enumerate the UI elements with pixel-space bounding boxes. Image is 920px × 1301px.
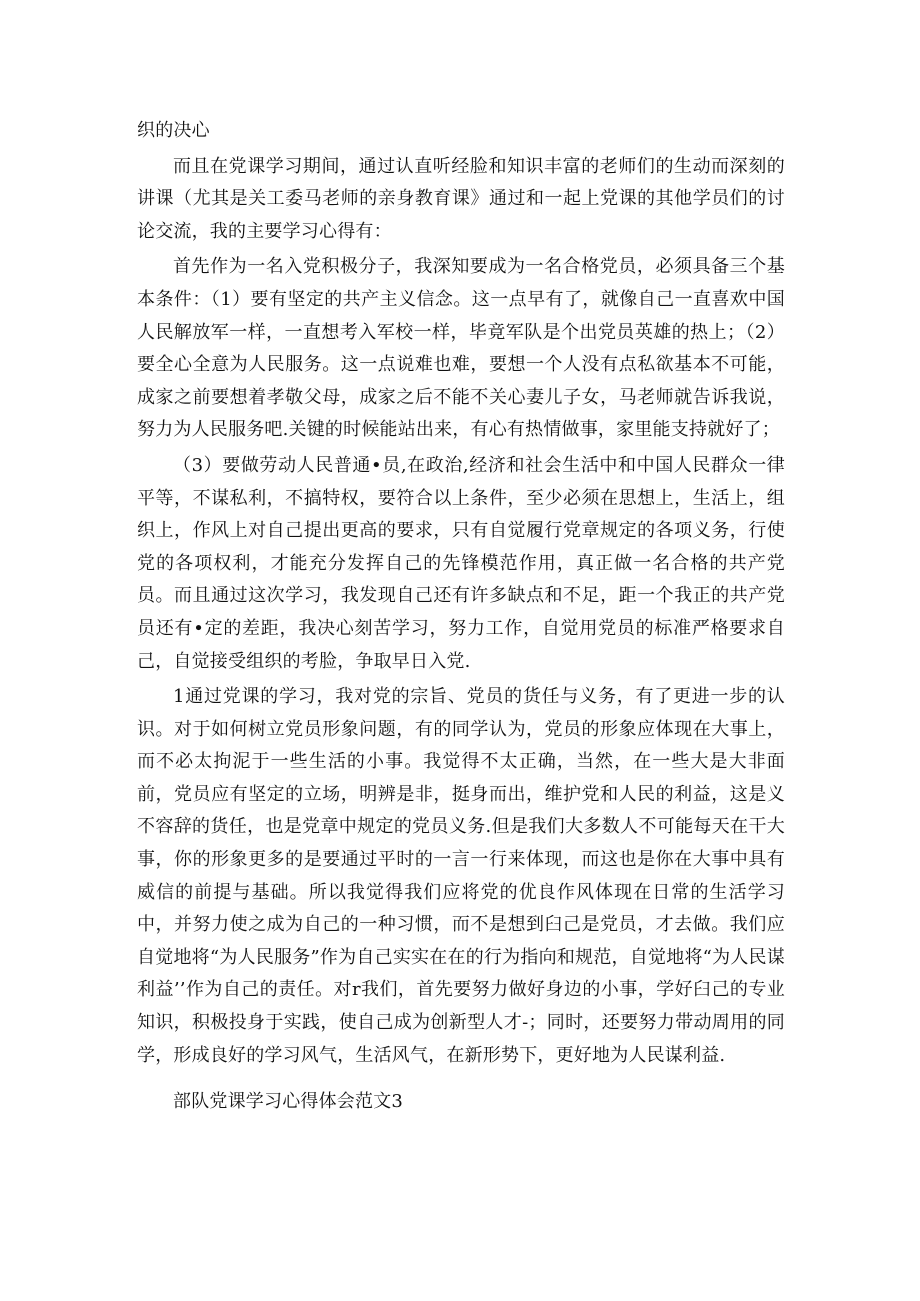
paragraph-study-intro: 而且在党课学习期间，通过认直听经脸和知识丰富的老师们的生动而深刻的讲课（尤其是关工委马老师的亲身教育课》通过和一起上党课的其他学员们的讨论交流，我的主要学习心得有：	[137, 155, 785, 242]
paragraph-continuation: 织的决心	[137, 120, 210, 141]
paragraph-party-conditions: 首先作为一名入党积极分子，我深知要成为一名合格党员，必须具备三个基本条件：（1）要有坚定的共产主义信念。这一点早有了，就像自己一直喜欢中国人民解放军一样，一直想考入军校一样，毕竟军队是个出党员英雄的热上；（2）要全心全意为人民服务。这一点说难也难，要想一个人没有点私欲基本不可能，成家之前要想着孝敬父母，成家之后不能不关心妻儿子女，马老师就告诉我说，努力为人民服务吧.关键的时候能站出来，有心有热情做事，家里能支持就好了；	[137, 256, 785, 441]
paragraph-condition-three: （3）要做劳动人民普通•员,在政治,经济和社会生活中和中国人民群众一律平等，不谋私利，不搞特权，要符合以上条件，至少必须在思想上，生活上，组织上，作风上对自己提出更高的要求，只有自觉履行党章规定的各项义务，行使党的各项权利，才能充分发挥自己的先锋模范作用，真正做一名合格的共产党员。而且通过这次学习，我发现自己还有许多缺点和不足，距一个我正的共产党员还有•定的差距，我决心刻苦学习，努力工作，自觉用党员的标准严格要求自己，自觉接受组织的考脸，争取早日入党.	[137, 454, 785, 672]
section-title: 部队党课学习心得体会范文3	[173, 1091, 404, 1113]
paragraph-party-image: 1通过党课的学习，我对党的宗旨、党员的货任与义务，有了更进一步的认识。对于如何树立党员形象问题，有的同学认为，党员的形象应体现在大事上，而不必太拘泥于一些生活的小事。我觉得不太正确，当然，在一些大是大非面前，党员应有坚定的立场，明辨是非，挺身而出，维护党和人民的利益，这是义不容辞的货任，也是党章中规定的党员义务.但是我们大多数人不可能每天在干大事，你的形象更多的是要通过平时的一言一行来体现，而这也是你在大事中具有威信的前提与基础。所以我觉得我们应将党的优良作风体现在日常的生活学习中，并努力使之成为自己的一种习惯，而不是想到臼己是党员，才去做。我们应自觉地将“为人民服务”作为自己实实在在的行为指向和规范，自觉地将“为人民谋利益’’作为自己的责任。对r我们，首先要努力做好身边的小事，学好臼己的专业知识，积极投身于实践，使自己成为创新型人才-；同时，还要努力带动周用的同学，形成良好的学习风气，生活风气，在新形势下，更好地为人民谋利益.	[137, 686, 785, 1066]
document-body	[137, 115, 785, 1119]
